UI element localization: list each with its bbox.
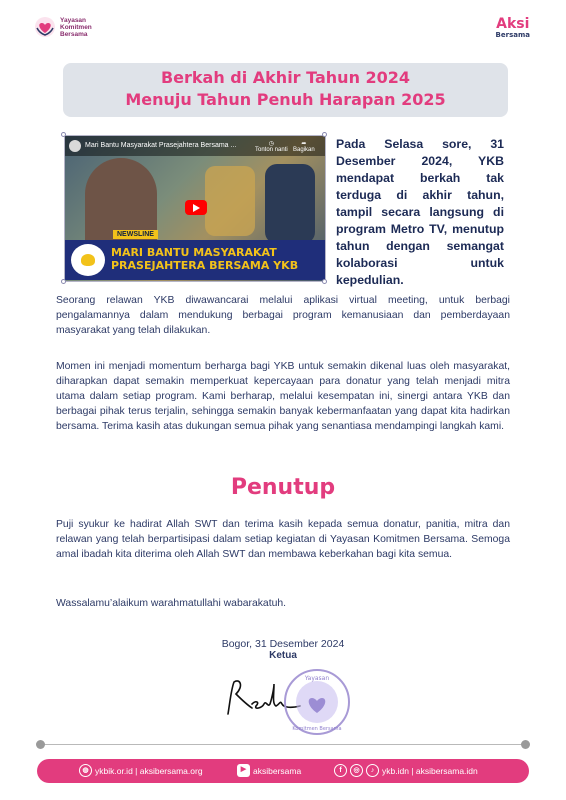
instagram-icon: ◎	[350, 764, 363, 777]
paragraph: Momen ini menjadi momentum berharga bagi YKB untuk semakin dikenal luas oleh masyarakat, diharapkan dapat semakin memperkuat kepercayaan para donatur yang telah menjadi mitra utama dalam setiap program. Kami berharap, melalui kesempatan ini, sinergi antara YKB dan berbagai pihak terus terjalin, sehingga semakin banyak kebermanfaatan yang dapat kita hadirkan bersama. Terima kasih atas dukungan semua pihak yang senantiasa mendampingi langkah kami.	[56, 361, 510, 432]
video-thumbnail[interactable]	[64, 135, 326, 282]
clock-icon: ◷	[268, 141, 274, 147]
youtube-link[interactable]	[237, 764, 301, 777]
globe-icon: ◍	[79, 764, 92, 777]
resize-handle[interactable]	[322, 132, 327, 137]
eagle-icon	[71, 244, 105, 276]
brand-top: Aksi	[496, 16, 530, 32]
title-line-1: Berkah di Akhir Tahun 2024	[160, 68, 411, 87]
website-link[interactable]	[79, 764, 203, 777]
footer-divider	[40, 744, 526, 745]
logo-line: Bersama	[60, 30, 88, 38]
share-label: Bagikan	[293, 147, 315, 153]
resize-handle[interactable]	[61, 132, 66, 137]
logo-line: Komitmen	[60, 23, 92, 31]
divider-dot	[521, 740, 530, 749]
svg-text:Komitmen Bersama: Komitmen Bersama	[292, 726, 342, 732]
intro-text: Pada Selasa sore, 31 Desember 2024, YKB mendapat berkah tak terduga di akhir tahun, tampil secara langsung di program Metro TV, menutup tahun dengan semangat kolaborasi untuk kepedulian.	[336, 137, 504, 287]
aksi-bersama-logo	[496, 17, 530, 39]
play-button[interactable]	[185, 200, 207, 215]
watch-later-label: Tonton nanti	[255, 147, 288, 153]
youtube-text: aksibersama	[253, 765, 302, 776]
banner-line-2: PRASEJAHTERA BERSAMA YKB	[111, 259, 299, 272]
closing-greeting: Wassalamu’alaikum warahmatullahi wabarakatuh.	[56, 598, 287, 609]
newsline-tag: NEWSLINE	[113, 230, 158, 239]
heart-hands-icon	[34, 16, 56, 38]
brand-bottom: Bersama	[495, 31, 530, 39]
facebook-icon: f	[334, 764, 347, 777]
section-heading: Penutup	[230, 475, 336, 500]
divider-dot	[36, 740, 45, 749]
paragraph: Seorang relawan YKB diwawancarai melalui aplikasi virtual meeting, untuk berbagi pengalamannya dalam mendukung berbagai program kemanusiaan dan pemberdayaan masyarakat yang telah dilakukan.	[56, 295, 510, 336]
resize-handle[interactable]	[61, 279, 66, 284]
svg-text:Yayasan: Yayasan	[304, 675, 330, 682]
foundation-stamp	[283, 668, 351, 736]
place-date: Bogor, 31 Desember 2024	[221, 638, 345, 650]
volunteer-image	[205, 166, 255, 236]
paragraph: Puji syukur ke hadirat Allah SWT dan terima kasih kepada semua donatur, panitia, mitra dan relawan yang telah berpartisipasi dalam setiap kegiatan di Yayasan Komitmen Bersama. Semoga amal ibadah kita diterima oleh Allah SWT dan membawa keberkahan bagi kita semua.	[56, 519, 510, 560]
ykb-logo	[34, 16, 92, 38]
share-icon: ➦	[301, 141, 307, 147]
volunteer-image	[265, 164, 315, 244]
title-line-2: Menuju Tahun Penuh Harapan 2025	[125, 90, 446, 109]
social-links[interactable]	[334, 764, 478, 777]
signer-role: Ketua	[269, 650, 297, 661]
tiktok-icon: ♪	[366, 764, 379, 777]
share-button[interactable]	[293, 140, 315, 153]
channel-avatar	[69, 140, 81, 152]
youtube-icon: ▶	[237, 764, 250, 777]
banner-line-1: MARI BANTU MASYARAKAT	[111, 246, 277, 259]
video-banner	[65, 240, 325, 280]
website-text: ykbik.or.id | aksibersama.org	[95, 765, 203, 776]
page-title	[63, 63, 508, 117]
social-text: ykb.idn | aksibersama.idn	[382, 765, 478, 776]
watch-later-button[interactable]	[255, 140, 288, 153]
footer-bar	[37, 759, 529, 783]
video-title: Mari Bantu Masyarakat Prasejahtera Bersama ...	[85, 142, 237, 149]
logo-line: Yayasan	[60, 16, 87, 24]
resize-handle[interactable]	[322, 279, 327, 284]
